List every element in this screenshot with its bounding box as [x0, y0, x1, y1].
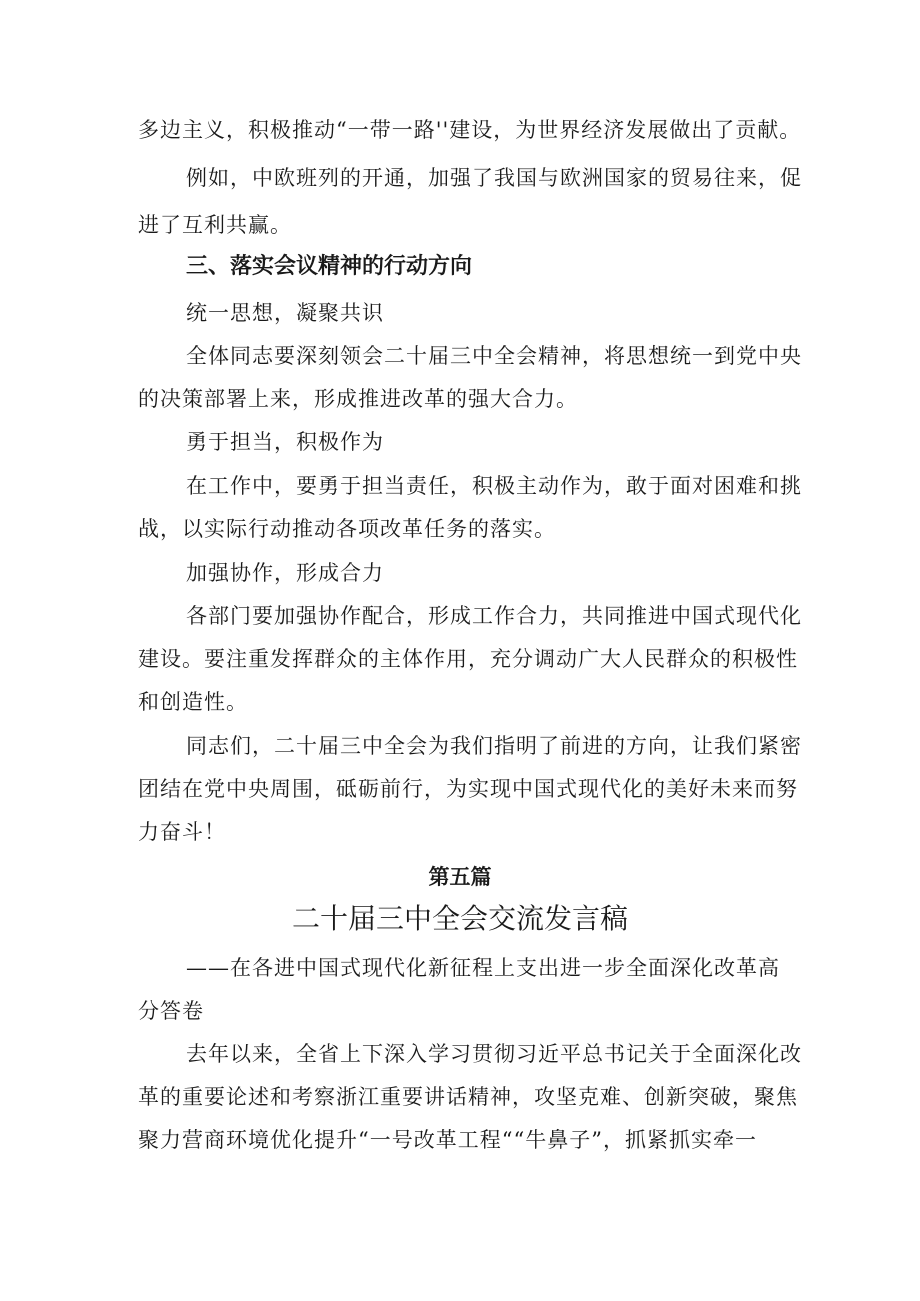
paragraph-line: 在工作中，要勇于担当责任，积极主动作为，敢于面对困难和挑 [186, 474, 802, 498]
paragraph-line: 的决策部署上来，形成推进改革的强大合力。 [138, 387, 578, 411]
subheading: 勇于担当，积极作为 [186, 430, 384, 454]
section-heading: 三、落实会议精神的行动方向 [186, 254, 473, 279]
paragraph-line: 聚力营商环境优化提升“一号改革工程““牛鼻子”，抓紧抓实牵一 [138, 1128, 757, 1152]
subheading: 统一思想，凝聚共识 [186, 301, 384, 325]
paragraph-line: 全体同志要深刻领会二十届三中全会精神，将思想统一到党中央 [186, 344, 802, 368]
part-title: 二十届三中全会交流发言稿 [291, 902, 628, 935]
paragraph-line: 去年以来，全省上下深入学习贯彻习近平总书记关于全面深化改 [186, 1042, 802, 1066]
paragraph-line: 和创造性。 [138, 690, 248, 714]
paragraph-line: 建设。要注重发挥群众的主体作用，充分调动广大人民群众的积极性 [138, 647, 798, 671]
subheading: 加强协作，形成合力 [186, 561, 384, 585]
subtitle-line: ——在各进中国式现代化新征程上支出进一步全面深化改革高 [186, 956, 780, 980]
paragraph-line: 革的重要论述和考察浙江重要讲话精神，攻坚克难、创新突破，聚焦 [138, 1085, 798, 1109]
paragraph-line: 同志们，二十届三中全会为我们指明了前进的方向，让我们紧密 [186, 734, 802, 758]
paragraph-line: 例如，中欧班列的开通，加强了我国与欧洲国家的贸易往来，促 [186, 166, 802, 190]
subtitle-line: 分答卷 [138, 999, 204, 1023]
paragraph-line: 进了互利共赢。 [138, 213, 292, 237]
part-label: 第五篇 [428, 865, 492, 889]
paragraph-line: 多边主义，积极推动“一带一路''建设，为世界经济发展做出了贡献。 [138, 118, 802, 142]
paragraph-line: 团结在党中央周围，砥砺前行，为实现中国式现代化的美好未来而努 [138, 777, 798, 801]
paragraph-line: 战，以实际行动推动各项改革任务的落实。 [138, 517, 556, 541]
paragraph-line: 各部门要加强协作配合，形成工作合力，共同推进中国式现代化 [186, 604, 802, 628]
paragraph-line: 力奋斗！ [138, 820, 226, 844]
